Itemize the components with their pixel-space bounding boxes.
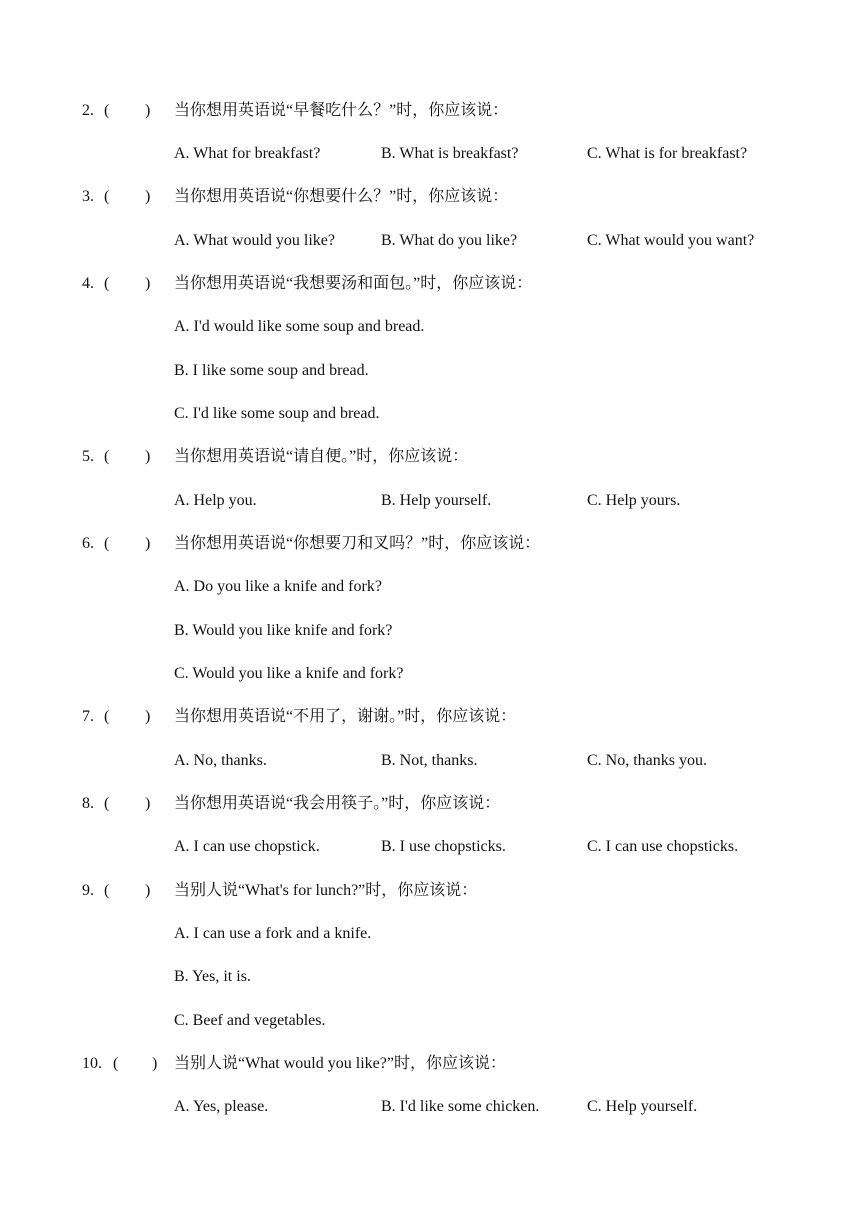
answer-paren-open: (: [104, 448, 110, 465]
question-prompt: 当你想用英语说“你想要什么？”时，你应该说：: [174, 188, 509, 205]
option-b: B. Yes, it is.: [174, 968, 251, 985]
option-c: C. I'd like some soup and bread.: [174, 405, 380, 422]
question-prompt: 当你想用英语说“早餐吃什么？”时，你应该说：: [174, 102, 509, 119]
answer-paren-close: ): [145, 795, 151, 812]
answer-paren-close: ): [145, 708, 151, 725]
answer-paren-close: ): [145, 275, 151, 292]
option-a: A. Help you.: [174, 492, 257, 509]
option-a: A. I can use a fork and a knife.: [174, 925, 372, 942]
question-number: 8.: [82, 795, 94, 812]
option-b: B. What is breakfast?: [381, 145, 519, 162]
question-prompt: 当你想用英语说“请自便。”时，你应该说：: [174, 448, 469, 465]
option-b: B. I like some soup and bread.: [174, 362, 369, 379]
option-a: A. What for breakfast?: [174, 145, 321, 162]
option-c: C. Help yours.: [587, 492, 681, 509]
question-number: 10.: [82, 1055, 102, 1072]
question-number: 4.: [82, 275, 94, 292]
answer-paren-open: (: [104, 102, 110, 119]
question-number: 2.: [82, 102, 94, 119]
question-prompt: 当别人说“What's for lunch?”时，你应该说：: [174, 882, 478, 899]
answer-paren-close: ): [145, 882, 151, 899]
option-c: C. No, thanks you.: [587, 752, 707, 769]
option-b: B. I'd like some chicken.: [381, 1098, 540, 1115]
option-b: B. Not, thanks.: [381, 752, 478, 769]
answer-paren-open: (: [104, 708, 110, 725]
question-prompt: 当你想用英语说“我想要汤和面包。”时，你应该说：: [174, 275, 533, 292]
answer-paren-close: ): [145, 188, 151, 205]
option-c: C. Would you like a knife and fork?: [174, 665, 404, 682]
answer-paren-close: ): [145, 102, 151, 119]
question-prompt: 当你想用英语说“我会用筷子。”时，你应该说：: [174, 795, 501, 812]
option-a: A. What would you like?: [174, 232, 336, 249]
question-number: 9.: [82, 882, 94, 899]
answer-paren-open: (: [104, 188, 110, 205]
question-number: 3.: [82, 188, 94, 205]
option-a: A. I'd would like some soup and bread.: [174, 318, 425, 335]
option-b: B. Would you like knife and fork?: [174, 622, 393, 639]
option-a: A. No, thanks.: [174, 752, 267, 769]
question-number: 7.: [82, 708, 94, 725]
option-a: A. I can use chopstick.: [174, 838, 320, 855]
option-c: C. What would you want?: [587, 232, 755, 249]
question-prompt: 当你想用英语说“你想要刀和叉吗？”时，你应该说：: [174, 535, 541, 552]
question-prompt: 当你想用英语说“不用了，谢谢。”时，你应该说：: [174, 708, 517, 725]
question-number: 6.: [82, 535, 94, 552]
answer-paren-close: ): [145, 448, 151, 465]
option-b: B. Help yourself.: [381, 492, 492, 509]
option-c: C. Help yourself.: [587, 1098, 698, 1115]
answer-paren-open: (: [104, 882, 110, 899]
option-c: C. I can use chopsticks.: [587, 838, 739, 855]
answer-paren-open: (: [104, 275, 110, 292]
option-c: C. Beef and vegetables.: [174, 1012, 326, 1029]
answer-paren-close: ): [152, 1055, 158, 1072]
option-b: B. What do you like?: [381, 232, 518, 249]
option-b: B. I use chopsticks.: [381, 838, 506, 855]
answer-paren-close: ): [145, 535, 151, 552]
answer-paren-open: (: [104, 795, 110, 812]
option-a: A. Yes, please.: [174, 1098, 269, 1115]
answer-paren-open: (: [104, 535, 110, 552]
question-number: 5.: [82, 448, 94, 465]
option-a: A. Do you like a knife and fork?: [174, 578, 382, 595]
question-prompt: 当别人说“What would you like?”时，你应该说：: [174, 1055, 506, 1072]
option-c: C. What is for breakfast?: [587, 145, 748, 162]
answer-paren-open: (: [113, 1055, 119, 1072]
